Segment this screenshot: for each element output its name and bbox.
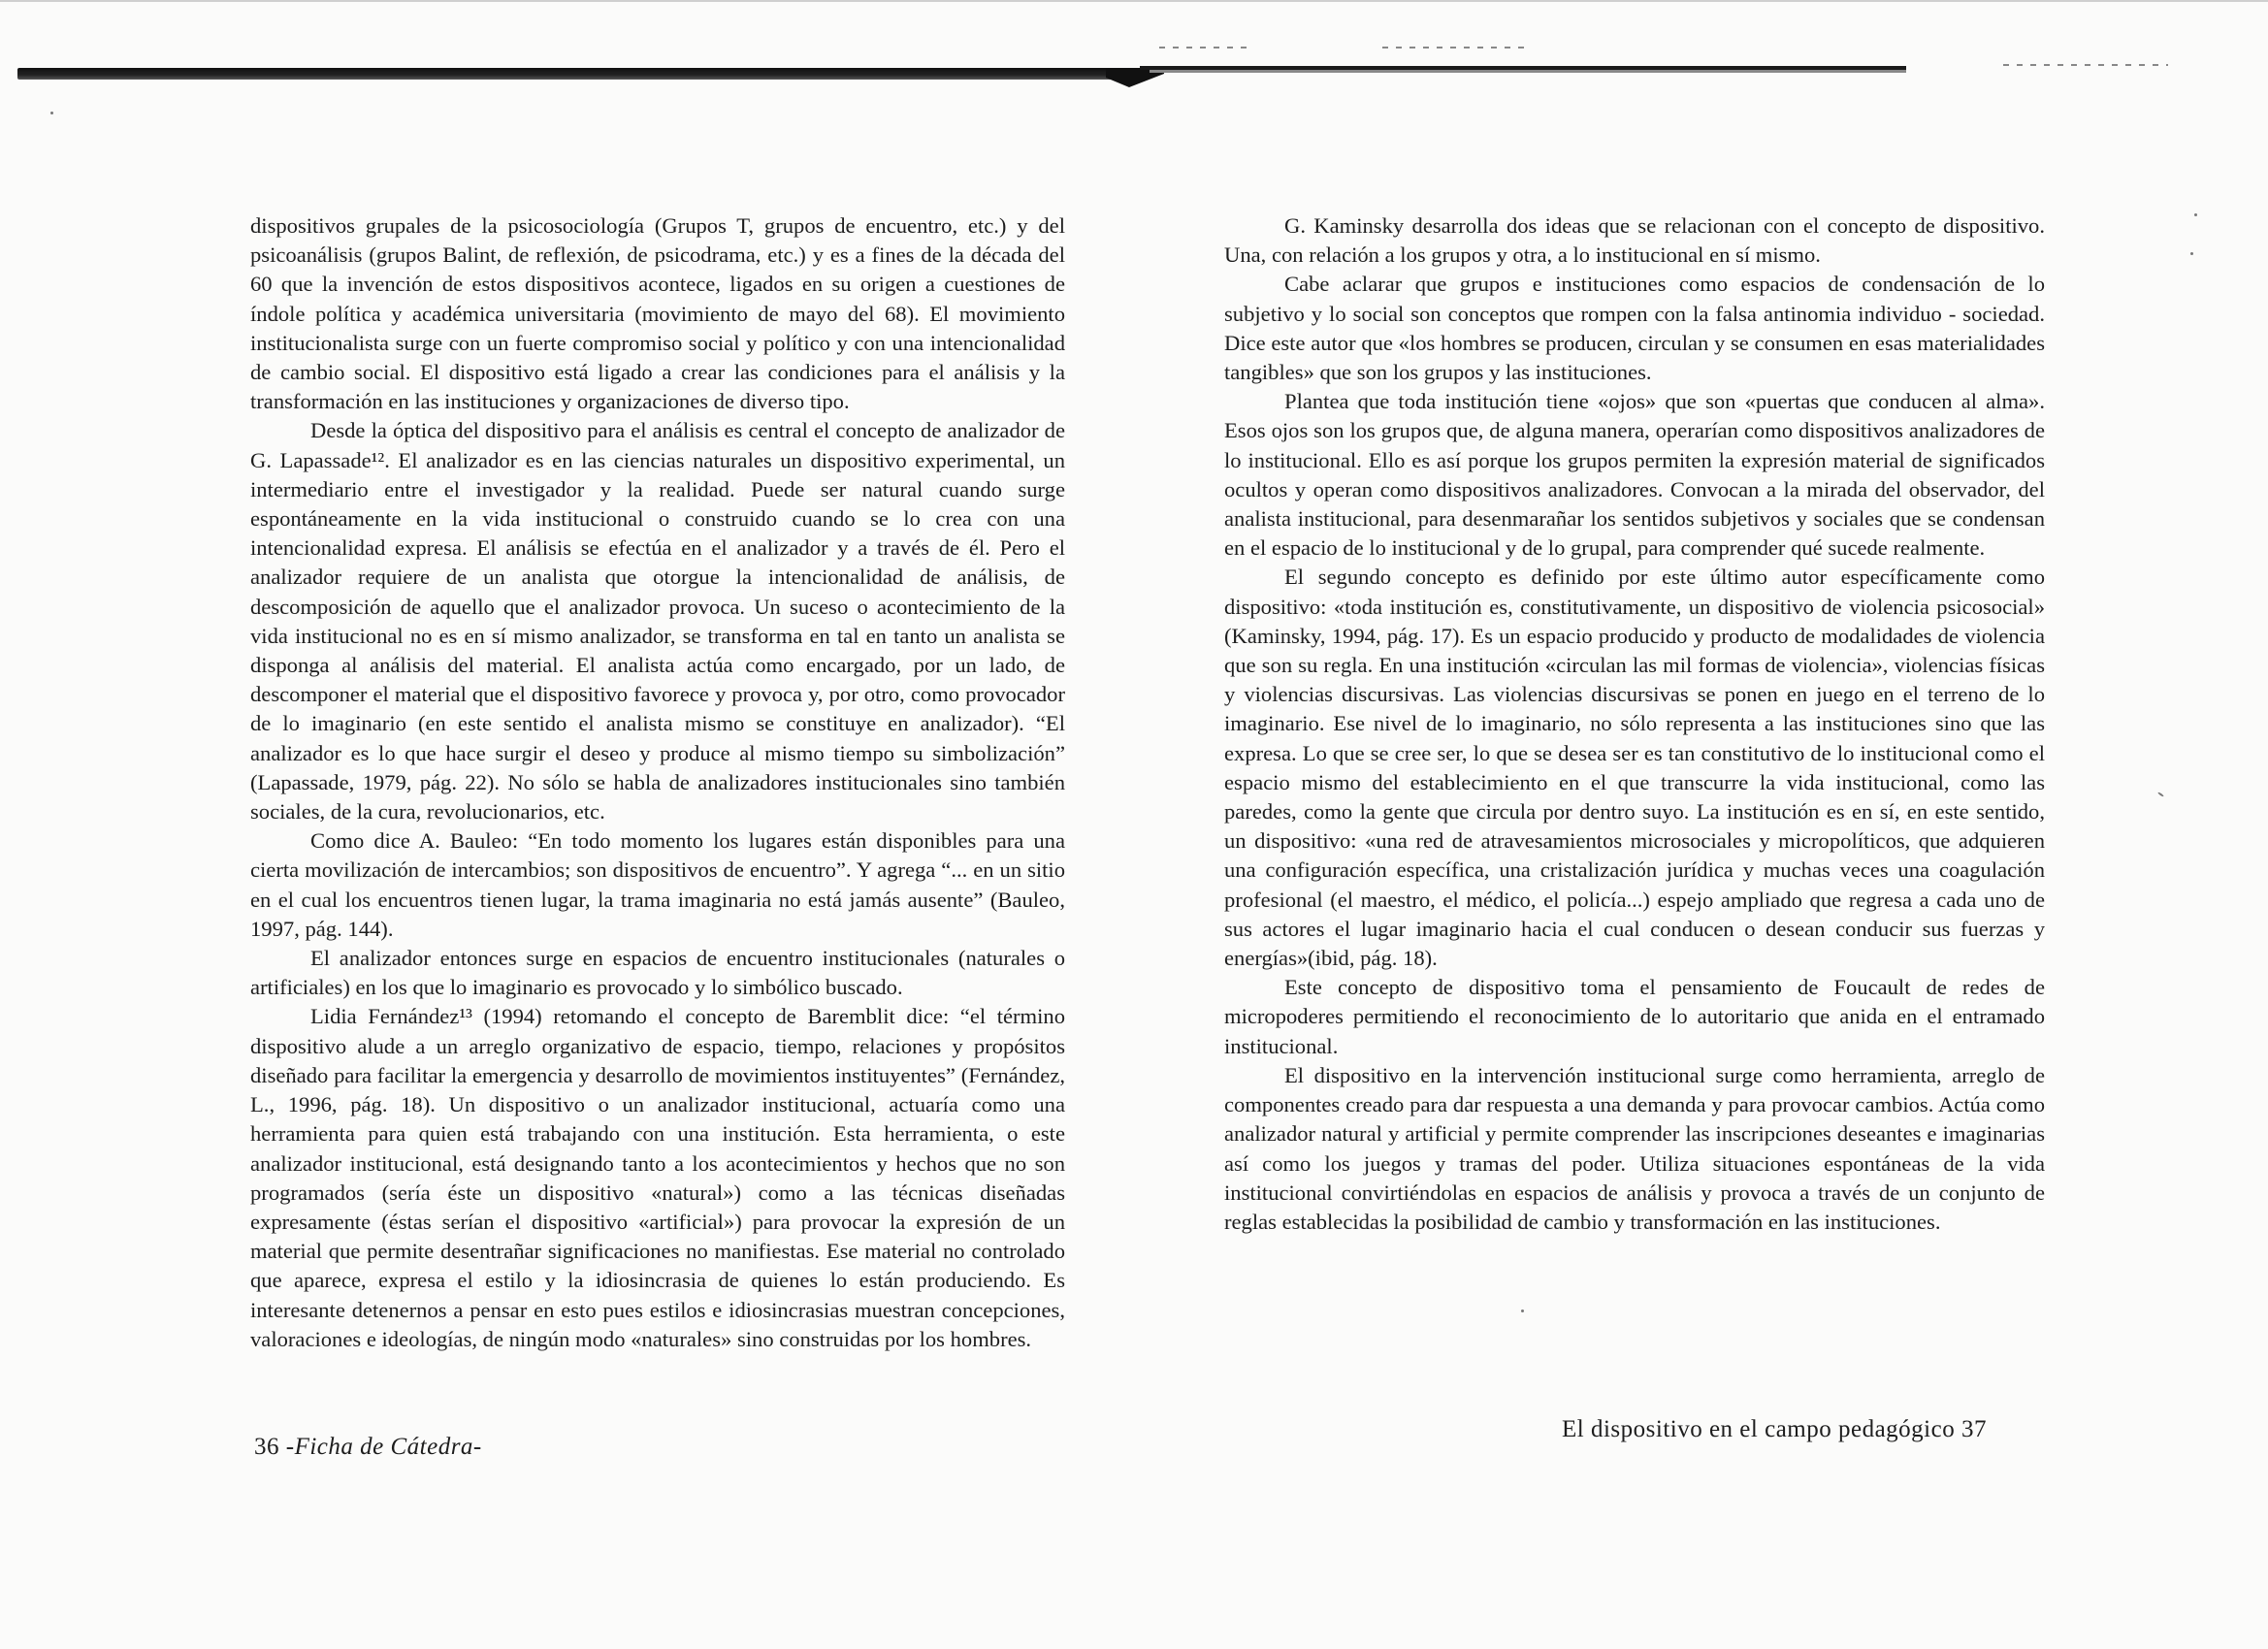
paragraph: Este concepto de dispositivo toma el pensamiento de Foucault de redes de micropoderes permitiendo el reconocimiento de lo autoritario que anida en el entramado institucional.: [1224, 975, 2045, 1058]
paragraph: Plantea que toda institución tiene «ojos» que son «puertas que conducen al alma». Esos ojos son los grupos que, de alguna manera, operarían como dispositivos analizadores de lo institucional. Ello es así porque los grupos permiten la expresión material de significados ocultos y operan como dispositivos analizadores. Convocan a la mirada del observador, del analista institucional, para desenmarañar los sentidos subjetivos y sociales que se condensan en el espacio de lo institucional y de lo grupal, para comprender qué sucede realmente.: [1224, 389, 2045, 561]
paragraph: Cabe aclarar que grupos e instituciones como espacios de condensación de lo subjetivo y lo social son conceptos que rompen con la falsa antinomia individuo - sociedad. Dice este autor que «los hombres se producen, circulan y se consumen en esas materialidades tangibles» que son los grupos y las instituciones.: [1224, 272, 2045, 385]
left-page-footer: [254, 1434, 482, 1461]
paragraph: El dispositivo en la intervención institucional surge como herramienta, arreglo de componentes creado para dar respuesta a una demanda y para provocar cambios. Actúa como analizador natural y artificial y permite comprender las inscripciones deseantes e imaginarias así como los juegos y tramas del poder. Utiliza situaciones espontáneas de la vida institucional convirtiéndolas en espacios de análisis y provoca a través de un conjunto de reglas establecidas la posibilidad de cambio y transformación en las instituciones.: [1224, 1062, 2045, 1234]
paragraph: dispositivos grupales de la psicosociología (Grupos T, grupos de encuentro, etc.) y del psicoanálisis (grupos Balint, de reflexión, de psicodrama, etc.) y es a fines de la década del 60 que la invención de estos dispositivos acontece, ligados en su origen a cuestiones de índole política y académica universitaria (movimiento de mayo del 68). El movimiento institucionalista surge con un fuerte compromiso social y político y con una intencionalidad de cambio social. El dispositivo está ligado a crear las condiciones para el análisis y la transformación en las instituciones y organizaciones de diverso tipo.: [250, 213, 1065, 414]
scan-speck: [2194, 213, 2197, 216]
paragraph: Desde la óptica del dispositivo para el análisis es central el concepto de analizador de G. Lapassade¹². El analizador es en las ciencias naturales un dispositivo experimental, un intermediario entre el investigador y la realidad. Puede ser natural cuando surge espontáneamente en la vida institucional o construido cuando se lo crea con una intencionalidad expresa. El análisis se efectúa en el analizador y a través de él. Pero el analizador requiere de un analista que otorgue la intencionalidad de análisis, de descomposición de aquello que el analizador provoca. Un suceso o acontecimiento de la vida institucional no es en sí mismo analizador, se transforma en tal en tanto un analista se disponga al análisis del material. El analista actúa como encargado, por un lado, de descomponer el material que el dispositivo favorece y provoca y, por otro, como provocador de lo imaginario (en este sentido el analista mismo se constituye en analizador). “El analizador es lo que hace surgir el deseo y produce al mismo tiempo su simbolización” (Lapassade, 1979, pág. 22). No sólo se habla de analizadores institucionales sino también sociales, de la cura, revolucionarios, etc.: [250, 418, 1065, 824]
running-footer-title: -Ficha de Cátedra-: [285, 1434, 482, 1460]
scan-artifact: [2003, 64, 2168, 66]
right-page-footer: [1562, 1416, 1987, 1443]
scan-speck: [1521, 1310, 1524, 1312]
scan-speck: [50, 112, 53, 114]
paragraph: El segundo concepto es definido por este último autor específicamente como dispositivo: «toda institución es, constitutivamente, un dispositivo de violencia psicosocial» (Kaminsky, 1994, pág. 17). Es un espacio producido y producto de modalidades de violencia que son su regla. En una institución «circulan las mil formas de violencia», violencias físicas y violencias discursivas. Las violencias discursivas se ponen en juego en el terreno de lo imaginario. Ese nivel de lo imaginario, no sólo representa a las instituciones sino que las expresa. Lo que se cree ser, lo que se desea ser es tan constitutivo de lo institucional como el espacio mismo del establecimiento en el que transcurre la vida institucional, como las paredes, como la gente que circula por dentro suyo. La institución es en sí, en este sentido, un dispositivo: «una red de atravesamientos microsociales y micropolíticos, que adquieren una configuración específica, una cristalización jurídica y muchas veces una coagulación profesional (el maestro, el médico, el policía...) espejo ampliado que regresa a cada uno de sus actores el lugar imaginario hacia el cual conducen o desean conducir sus fuerzas y energías»(ibid, pág. 18).: [1224, 565, 2045, 971]
running-footer-title: El dispositivo en el campo pedagógico: [1562, 1416, 1956, 1442]
scan-artifact: [1382, 47, 1528, 48]
scan-speck: [2190, 252, 2193, 255]
paragraph: El analizador entonces surge en espacios de encuentro institucionales (naturales o artificiales) en los que lo imaginario es provocado y lo simbólico buscado.: [250, 946, 1065, 1000]
paragraph: G. Kaminsky desarrolla dos ideas que se relacionan con el concepto de dispositivo. Una, con relación a los grupos y otra, a lo institucional en sí mismo.: [1224, 213, 2045, 268]
page-number: 37: [1960, 1416, 1987, 1442]
scan-speck: [2157, 792, 2164, 797]
paragraph: Como dice A. Bauleo: “En todo momento los lugares están disponibles para una cierta movilización de intercambios; son dispositivos de encuentro”. Y agrega “... en un sitio en el cual los encuentros tienen lugar, la trama imaginaria no está jamás ausente” (Bauleo, 1997, pág. 144).: [250, 828, 1065, 941]
scan-artifact: [1159, 47, 1247, 48]
scan-edge-line: [0, 0, 2268, 2]
paragraph: Lidia Fernández¹³ (1994) retomando el concepto de Baremblit dice: “el término dispositivo alude a un arreglo organizativo de espacio, tiempo, relaciones y propósitos diseñado para facilitar la emergencia y desarrollo de movimientos instituyentes” (Fernández, L., 1996, pág. 18). Un dispositivo o un analizador institucional, actuaría como una herramienta para quien está trabajando con una institución. Esta herramienta, o este analizador institucional, está designando tanto a los acontecimientos y hechos que no son programados (sería éste un dispositivo «natural») como a las técnicas diseñadas expresamente (éstas serían el dispositivo «artificial») para provocar la expresión de un material que permite desentrañar significaciones no manifiestas. Ese material no controlado que aparece, expresa el estilo y la idiosincrasia de quienes lo están produciendo. Es interesante detenernos a pensar en esto pues estilos e idiosincrasias muestran concepciones, valoraciones e ideologías, de ningún modo «naturales» sino construidas por los hombres.: [250, 1004, 1065, 1351]
left-page-body: [250, 211, 1065, 1354]
binding-shadow-left: [17, 68, 1128, 80]
binding-shadow-right-lower: [1150, 70, 1906, 73]
right-page-body: [1224, 211, 2045, 1237]
page-number: 36: [254, 1434, 279, 1460]
